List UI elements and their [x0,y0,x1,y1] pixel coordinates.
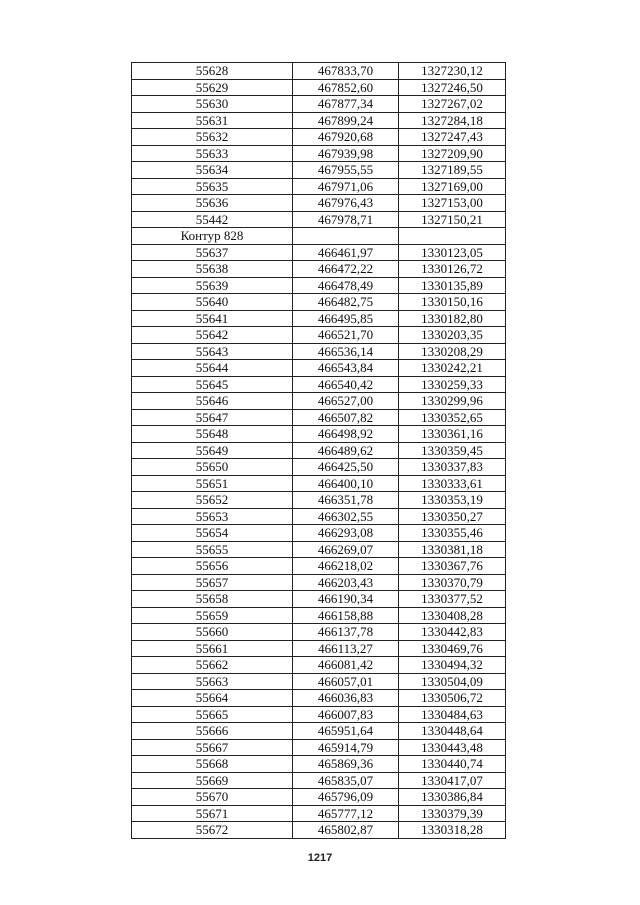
point-number-cell: 55671 [132,805,293,822]
y-coordinate-cell: 1330494,32 [399,657,506,674]
y-coordinate-cell: 1330318,28 [399,822,506,839]
x-coordinate-cell: 467978,71 [293,211,399,228]
y-coordinate-cell: 1330353,19 [399,492,506,509]
table-row [132,591,506,608]
y-coordinate-cell: 1327169,00 [399,178,506,195]
y-coordinate-cell: 1330367,76 [399,558,506,575]
table-row [132,723,506,740]
x-coordinate-cell: 467971,06 [293,178,399,195]
coordinates-table [131,62,506,839]
x-coordinate-cell: 466203,43 [293,574,399,591]
table-row [132,211,506,228]
y-coordinate-cell: 1327209,90 [399,145,506,162]
x-coordinate-cell: 467939,98 [293,145,399,162]
point-number-cell: 55641 [132,310,293,327]
x-coordinate-cell: 465802,87 [293,822,399,839]
point-number-cell: 55661 [132,640,293,657]
point-number-cell: 55668 [132,756,293,773]
x-coordinate-cell: 467852,60 [293,79,399,96]
point-number-cell: 55659 [132,607,293,624]
table-row [132,277,506,294]
point-number-cell: 55660 [132,624,293,641]
x-coordinate-cell: 466293,08 [293,525,399,542]
point-number-cell: 55642 [132,327,293,344]
y-coordinate-cell: 1330123,05 [399,244,506,261]
y-coordinate-cell: 1330504,09 [399,673,506,690]
y-coordinate-cell: 1327189,55 [399,162,506,179]
table-row [132,409,506,426]
x-coordinate-cell: 466543,84 [293,360,399,377]
point-number-cell: 55632 [132,129,293,146]
table-row [132,393,506,410]
x-coordinate-cell: 466158,88 [293,607,399,624]
y-coordinate-cell: 1330377,52 [399,591,506,608]
x-coordinate-cell: 466461,97 [293,244,399,261]
point-number-cell: 55672 [132,822,293,839]
table-row [132,376,506,393]
table-row [132,261,506,278]
point-number-cell: 55650 [132,459,293,476]
point-number-cell: 55662 [132,657,293,674]
point-number-cell: 55651 [132,475,293,492]
table-row [132,96,506,113]
table-row [132,673,506,690]
x-coordinate-cell: 467955,55 [293,162,399,179]
point-number-cell: 55658 [132,591,293,608]
x-coordinate-cell: 466218,02 [293,558,399,575]
table-row [132,541,506,558]
point-number-cell: 55653 [132,508,293,525]
table-row [132,310,506,327]
table-row [132,63,506,80]
y-coordinate-cell: 1330370,79 [399,574,506,591]
x-coordinate-cell: 467976,43 [293,195,399,212]
x-coordinate-cell: 466540,42 [293,376,399,393]
x-coordinate-cell: 466498,92 [293,426,399,443]
x-coordinate-cell: 465951,64 [293,723,399,740]
x-coordinate-cell [293,228,399,245]
x-coordinate-cell: 466036,83 [293,690,399,707]
point-number-cell: 55669 [132,772,293,789]
point-number-cell: 55652 [132,492,293,509]
table-row [132,145,506,162]
y-coordinate-cell: 1330352,65 [399,409,506,426]
table-row [132,228,506,245]
table-row [132,772,506,789]
point-number-cell: 55648 [132,426,293,443]
point-number-cell: 55628 [132,63,293,80]
x-coordinate-cell: 466113,27 [293,640,399,657]
y-coordinate-cell: 1330355,46 [399,525,506,542]
table-row [132,789,506,806]
x-coordinate-cell: 466507,82 [293,409,399,426]
point-number-cell: Контур 828 [132,228,293,245]
point-number-cell: 55663 [132,673,293,690]
y-coordinate-cell: 1330484,63 [399,706,506,723]
x-coordinate-cell: 466081,42 [293,657,399,674]
point-number-cell: 55636 [132,195,293,212]
coordinates-table-body [132,63,506,839]
table-row [132,475,506,492]
y-coordinate-cell: 1330126,72 [399,261,506,278]
y-coordinate-cell: 1330386,84 [399,789,506,806]
table-row [132,739,506,756]
y-coordinate-cell: 1330361,16 [399,426,506,443]
point-number-cell: 55664 [132,690,293,707]
point-number-cell: 55656 [132,558,293,575]
y-coordinate-cell: 1327267,02 [399,96,506,113]
x-coordinate-cell: 466489,62 [293,442,399,459]
table-row [132,244,506,261]
y-coordinate-cell: 1327230,12 [399,63,506,80]
y-coordinate-cell: 1330448,64 [399,723,506,740]
x-coordinate-cell: 465796,09 [293,789,399,806]
y-coordinate-cell: 1330379,39 [399,805,506,822]
y-coordinate-cell: 1327150,21 [399,211,506,228]
table-row [132,558,506,575]
table-row [132,79,506,96]
x-coordinate-cell: 467833,70 [293,63,399,80]
table-row [132,426,506,443]
point-number-cell: 55629 [132,79,293,96]
y-coordinate-cell: 1330150,16 [399,294,506,311]
point-number-cell: 55638 [132,261,293,278]
x-coordinate-cell: 466007,83 [293,706,399,723]
table-row [132,508,506,525]
x-coordinate-cell: 467920,68 [293,129,399,146]
y-coordinate-cell: 1330443,48 [399,739,506,756]
y-coordinate-cell: 1330442,83 [399,624,506,641]
y-coordinate-cell: 1330506,72 [399,690,506,707]
point-number-cell: 55666 [132,723,293,740]
table-row [132,492,506,509]
table-row [132,442,506,459]
point-number-cell: 55647 [132,409,293,426]
y-coordinate-cell: 1330440,74 [399,756,506,773]
y-coordinate-cell: 1330242,21 [399,360,506,377]
x-coordinate-cell: 465869,36 [293,756,399,773]
table-row [132,327,506,344]
page-number: 1217 [307,852,333,864]
y-coordinate-cell: 1330381,18 [399,541,506,558]
point-number-cell: 55631 [132,112,293,129]
table-row [132,706,506,723]
y-coordinate-cell: 1330299,96 [399,393,506,410]
table-row [132,294,506,311]
x-coordinate-cell: 465777,12 [293,805,399,822]
x-coordinate-cell: 466495,85 [293,310,399,327]
point-number-cell: 55442 [132,211,293,228]
y-coordinate-cell: 1330203,35 [399,327,506,344]
x-coordinate-cell: 466536,14 [293,343,399,360]
point-number-cell: 55670 [132,789,293,806]
table-row [132,195,506,212]
x-coordinate-cell: 465914,79 [293,739,399,756]
x-coordinate-cell: 466472,22 [293,261,399,278]
table-row [132,805,506,822]
table-row [132,756,506,773]
table-row [132,822,506,839]
x-coordinate-cell: 466482,75 [293,294,399,311]
table-row [132,525,506,542]
y-coordinate-cell: 1330408,28 [399,607,506,624]
table-row [132,690,506,707]
y-coordinate-cell: 1330350,27 [399,508,506,525]
x-coordinate-cell: 465835,07 [293,772,399,789]
table-row [132,574,506,591]
table-row [132,343,506,360]
x-coordinate-cell: 466478,49 [293,277,399,294]
y-coordinate-cell: 1327246,50 [399,79,506,96]
y-coordinate-cell: 1327247,43 [399,129,506,146]
point-number-cell: 55630 [132,96,293,113]
x-coordinate-cell: 466190,34 [293,591,399,608]
point-number-cell: 55643 [132,343,293,360]
x-coordinate-cell: 467899,24 [293,112,399,129]
y-coordinate-cell: 1330469,76 [399,640,506,657]
point-number-cell: 55645 [132,376,293,393]
y-coordinate-cell: 1330333,61 [399,475,506,492]
point-number-cell: 55646 [132,393,293,410]
point-number-cell: 55657 [132,574,293,591]
x-coordinate-cell: 466400,10 [293,475,399,492]
x-coordinate-cell: 466527,00 [293,393,399,410]
point-number-cell: 55655 [132,541,293,558]
y-coordinate-cell: 1330337,83 [399,459,506,476]
point-number-cell: 55667 [132,739,293,756]
x-coordinate-cell: 466425,50 [293,459,399,476]
point-number-cell: 55654 [132,525,293,542]
y-coordinate-cell: 1327153,00 [399,195,506,212]
point-number-cell: 55665 [132,706,293,723]
point-number-cell: 55634 [132,162,293,179]
table-row [132,112,506,129]
point-number-cell: 55635 [132,178,293,195]
x-coordinate-cell: 466302,55 [293,508,399,525]
x-coordinate-cell: 466137,78 [293,624,399,641]
y-coordinate-cell: 1330359,45 [399,442,506,459]
y-coordinate-cell: 1330135,89 [399,277,506,294]
table-row [132,657,506,674]
point-number-cell: 55637 [132,244,293,261]
y-coordinate-cell: 1327284,18 [399,112,506,129]
y-coordinate-cell: 1330208,29 [399,343,506,360]
y-coordinate-cell: 1330259,33 [399,376,506,393]
table-row [132,459,506,476]
table-row [132,607,506,624]
table-row [132,162,506,179]
point-number-cell: 55640 [132,294,293,311]
point-number-cell: 55644 [132,360,293,377]
x-coordinate-cell: 466057,01 [293,673,399,690]
table-row [132,640,506,657]
x-coordinate-cell: 466521,70 [293,327,399,344]
y-coordinate-cell: 1330182,80 [399,310,506,327]
table-row [132,624,506,641]
x-coordinate-cell: 466269,07 [293,541,399,558]
x-coordinate-cell: 466351,78 [293,492,399,509]
point-number-cell: 55639 [132,277,293,294]
y-coordinate-cell [399,228,506,245]
y-coordinate-cell: 1330417,07 [399,772,506,789]
x-coordinate-cell: 467877,34 [293,96,399,113]
point-number-cell: 55633 [132,145,293,162]
table-row [132,129,506,146]
table-row [132,178,506,195]
table-row [132,360,506,377]
point-number-cell: 55649 [132,442,293,459]
